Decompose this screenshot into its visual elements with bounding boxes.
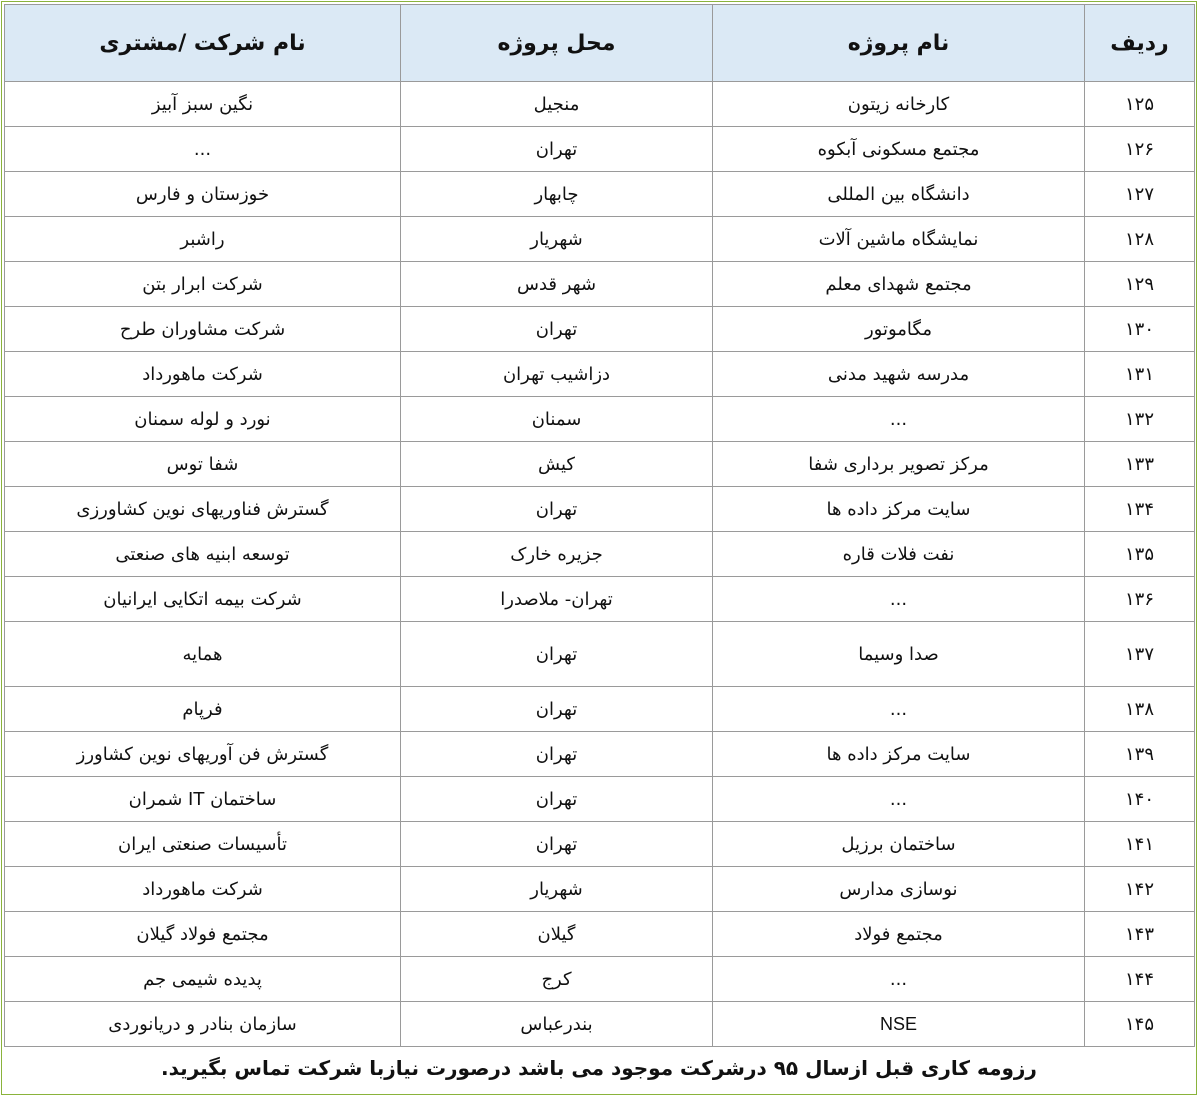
project-name: نمایشگاه ماشین آلات <box>713 217 1085 262</box>
row-number: ۱۳۰ <box>1085 307 1195 352</box>
project-location: کیش <box>401 442 713 487</box>
client-name: شرکت ابرار بتن <box>5 262 401 307</box>
table-row <box>5 867 1195 912</box>
row-number: ۱۴۴ <box>1085 957 1195 1002</box>
project-name: ساختمان برزیل <box>713 822 1085 867</box>
table-row <box>5 307 1195 352</box>
project-name: صدا وسیما <box>713 622 1085 687</box>
table-row <box>5 822 1195 867</box>
header-project-name: نام پروژه <box>713 5 1085 82</box>
row-number: ۱۴۲ <box>1085 867 1195 912</box>
table-row <box>5 532 1195 577</box>
project-name: ... <box>713 687 1085 732</box>
project-name: کارخانه زیتون <box>713 82 1085 127</box>
project-location: تهران <box>401 732 713 777</box>
table-row <box>5 442 1195 487</box>
project-location: شهریار <box>401 217 713 262</box>
client-name: گسترش فن آوریهای نوین کشاورز <box>5 732 401 777</box>
client-name: ... <box>5 127 401 172</box>
project-location: شهریار <box>401 867 713 912</box>
projects-table <box>4 4 1195 1047</box>
client-name: گسترش فناوریهای نوین کشاورزی <box>5 487 401 532</box>
table-header-row <box>5 5 1195 82</box>
project-location: سمنان <box>401 397 713 442</box>
project-location: بندرعباس <box>401 1002 713 1047</box>
project-name: مدرسه شهید مدنی <box>713 352 1085 397</box>
project-name: مجتمع فولاد <box>713 912 1085 957</box>
project-location: منجیل <box>401 82 713 127</box>
table-row <box>5 487 1195 532</box>
row-number: ۱۳۸ <box>1085 687 1195 732</box>
client-name: شرکت مشاوران طرح <box>5 307 401 352</box>
row-number: ۱۴۰ <box>1085 777 1195 822</box>
table-row <box>5 352 1195 397</box>
table-row <box>5 777 1195 822</box>
table-row <box>5 732 1195 777</box>
project-location: شهر قدس <box>401 262 713 307</box>
row-number: ۱۴۱ <box>1085 822 1195 867</box>
row-number: ۱۳۴ <box>1085 487 1195 532</box>
project-location: چابهار <box>401 172 713 217</box>
project-name: ... <box>713 397 1085 442</box>
project-name: ... <box>713 777 1085 822</box>
footer-note: رزومه کاری قبل ازسال ۹۵ درشرکت موجود می باشد درصورت نیازبا شرکت تماس بگیرید. <box>161 1056 1037 1080</box>
client-name: تأسیسات صنعتی ایران <box>5 822 401 867</box>
row-number: ۱۳۵ <box>1085 532 1195 577</box>
row-number: ۱۴۳ <box>1085 912 1195 957</box>
client-name: شرکت بیمه اتکایی ایرانیان <box>5 577 401 622</box>
row-number: ۱۲۸ <box>1085 217 1195 262</box>
project-location: تهران <box>401 127 713 172</box>
table-row <box>5 127 1195 172</box>
project-location: تهران- ملاصدرا <box>401 577 713 622</box>
table-row <box>5 1002 1195 1047</box>
project-name: ... <box>713 577 1085 622</box>
row-number: ۱۲۶ <box>1085 127 1195 172</box>
project-location: تهران <box>401 487 713 532</box>
client-name: نورد و لوله سمنان <box>5 397 401 442</box>
client-name: شرکت ماهورداد <box>5 352 401 397</box>
client-name: پدیده شیمی جم <box>5 957 401 1002</box>
row-number: ۱۳۹ <box>1085 732 1195 777</box>
project-name: مجتمع شهدای معلم <box>713 262 1085 307</box>
table-row <box>5 687 1195 732</box>
project-name: دانشگاه بین المللی <box>713 172 1085 217</box>
table-row <box>5 577 1195 622</box>
client-name: ساختمان IT شمران <box>5 777 401 822</box>
row-number: ۱۳۱ <box>1085 352 1195 397</box>
table-row <box>5 172 1195 217</box>
project-name: نفت فلات قاره <box>713 532 1085 577</box>
table-row <box>5 262 1195 307</box>
project-name: NSE <box>713 1002 1085 1047</box>
project-name: سایت مرکز داده ها <box>713 487 1085 532</box>
header-project-location: محل پروژه <box>401 5 713 82</box>
client-name: توسعه ابنیه های صنعتی <box>5 532 401 577</box>
client-name: فرپام <box>5 687 401 732</box>
client-name: مجتمع فولاد گیلان <box>5 912 401 957</box>
project-name: سایت مرکز داده ها <box>713 732 1085 777</box>
project-location: تهران <box>401 307 713 352</box>
project-name: نوسازی مدارس <box>713 867 1085 912</box>
row-number: ۱۳۲ <box>1085 397 1195 442</box>
client-name: خوزستان و فارس <box>5 172 401 217</box>
row-number: ۱۳۷ <box>1085 622 1195 687</box>
project-name: ... <box>713 957 1085 1002</box>
project-location: گیلان <box>401 912 713 957</box>
table-row <box>5 957 1195 1002</box>
project-location: تهران <box>401 822 713 867</box>
project-name: مرکز تصویر برداری شفا <box>713 442 1085 487</box>
table-row <box>5 912 1195 957</box>
client-name: سازمان بنادر و دریانوردی <box>5 1002 401 1047</box>
client-name: راشبر <box>5 217 401 262</box>
row-number: ۱۲۵ <box>1085 82 1195 127</box>
project-location: جزیره خارک <box>401 532 713 577</box>
project-location: تهران <box>401 622 713 687</box>
row-number: ۱۲۷ <box>1085 172 1195 217</box>
row-number: ۱۳۳ <box>1085 442 1195 487</box>
table-row <box>5 217 1195 262</box>
header-row-number: ردیف <box>1085 5 1195 82</box>
project-location: تهران <box>401 687 713 732</box>
header-client-name: نام شرکت /مشتری <box>5 5 401 82</box>
table-row <box>5 397 1195 442</box>
project-name: مجتمع مسکونی آبکوه <box>713 127 1085 172</box>
row-number: ۱۲۹ <box>1085 262 1195 307</box>
client-name: شرکت ماهورداد <box>5 867 401 912</box>
project-location: دزاشیب تهران <box>401 352 713 397</box>
project-location: تهران <box>401 777 713 822</box>
table-row <box>5 82 1195 127</box>
project-location: کرج <box>401 957 713 1002</box>
client-name: همایه <box>5 622 401 687</box>
row-number: ۱۴۵ <box>1085 1002 1195 1047</box>
client-name: نگین سبز آبیز <box>5 82 401 127</box>
table-row <box>5 622 1195 687</box>
client-name: شفا توس <box>5 442 401 487</box>
row-number: ۱۳۶ <box>1085 577 1195 622</box>
project-name: مگاموتور <box>713 307 1085 352</box>
